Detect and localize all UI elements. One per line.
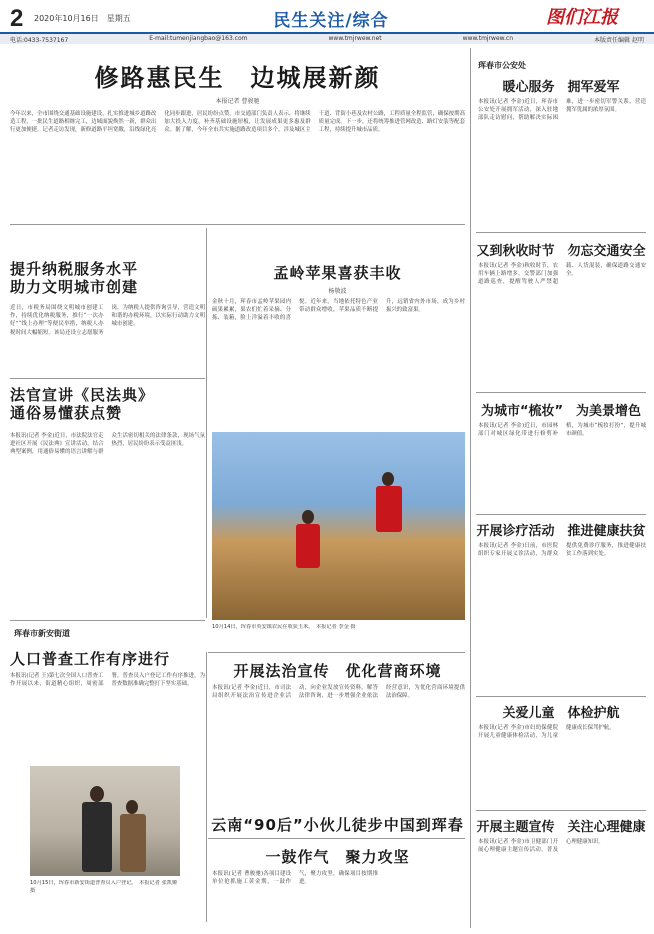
census-photo-caption: 10月15日，珲春市新安街道普查员入户登记。 本报记者 张凯姬 摄 — [30, 880, 178, 894]
divider — [476, 392, 646, 393]
divider — [208, 652, 465, 653]
page-number: 2 — [10, 5, 24, 32]
article-title-project: 一鼓作气 聚力攻坚 — [265, 848, 410, 866]
divider — [476, 810, 646, 811]
divider — [208, 838, 465, 839]
article-title-apple: 孟岭苹果喜获丰收 — [273, 264, 402, 282]
sidebar-title-1: 又到秋收时节 勿忘交通安全 — [476, 244, 646, 258]
sidebar-kicker: 珲春市公安处 — [478, 61, 526, 70]
article-title-tax: 提升纳税服务水平 助力文明城市创建 — [10, 260, 139, 296]
sidebar-title-3: 开展诊疗活动 推进健康扶贫 — [476, 524, 646, 538]
article-title-census: 人口普查工作有序进行 — [10, 650, 171, 668]
lead-body: 今年以来，全市围绕交通基础设施建设，扎实推进城乡道路改造工程，一批民生道路相继完工，边城面貌焕然一新，群众出行更加便捷。记者走访发现，新修道路平坦宽敞，沿线绿化亮化同步跟进，居民纷纷点赞。市交通部门负责人表示，将继续加大投入力度，补齐基础设施短板，让发展成果更多惠及群众。据了解，今年全市共实施道路改造项目多个，涉及城区主干道、背街小巷及农村公路，工程质量全程监管，确保按期高质量完成。下一步，还将统筹推进管网改造、路灯安装等配套工程，持续提升城市品质。 — [10, 111, 465, 134]
sidebar-body-1: 本报讯(记者 李金)秋收时节，农用车辆上路增多，交警部门加强道路巡查，提醒驾驶人严禁超载、人货混装，确保道路交通安全。 — [478, 263, 646, 286]
divider — [476, 232, 646, 233]
column-divider — [470, 48, 471, 928]
article-title-hike: 云南“90后”小伙儿徒步中国到珲春 — [211, 816, 464, 834]
divider — [476, 696, 646, 697]
article-body-law: 本报讯(记者 李金)近日，市法院法官走进社区开展《民法典》宣讲活动，结合典型案例，用通俗易懂的语言讲解与群众生活密切相关的法律条款，现场气氛热烈，居民纷纷表示受益匪浅。 — [10, 433, 205, 456]
column-divider — [206, 228, 207, 618]
lead-headline: 修路惠民生 边城展新颜 — [94, 64, 381, 90]
newspaper-logo: 图们江报 — [546, 7, 618, 28]
section-title: 民生关注/综合 — [273, 11, 389, 28]
sidebar-title-4: 关爱儿童 体检护航 — [502, 706, 620, 720]
contact-phone: 电话:0433-7537167 — [10, 37, 69, 44]
website-2[interactable]: www.tmjrwew.cn — [462, 35, 514, 42]
sidebar-title-0: 暖心服务 拥军爱军 — [502, 80, 620, 94]
divider — [10, 620, 205, 621]
contact-bar — [0, 32, 654, 44]
website-1[interactable]: www.tmjrwew.net — [328, 35, 382, 42]
column-divider — [206, 652, 207, 922]
article-body-census: 本报讯(记者 王)第七次全国人口普查工作开展以来，街道精心组织，周密部署，普查员入户登记工作有序推进，为普查数据准确完整打下坚实基础。 — [10, 673, 205, 688]
sidebar-body-2: 本报讯(记者 李金)近日，市园林部门对城区绿化带进行修剪补植，为城市“梳妆打扮”，提升城市颜值。 — [478, 423, 646, 438]
census-photo — [30, 766, 180, 876]
divider — [10, 224, 465, 225]
article-title-legal: 开展法治宣传 优化营商环境 — [233, 662, 442, 680]
issue-date: 2020年10月16日 星期五 — [34, 14, 131, 23]
article-body-legal: 本报讯(记者 李金)近日，市司法局组织开展法治宣传进企业活动，向企业发放宣传资料，解答法律咨询，进一步增强企业依法经营意识，为优化营商环境提供法治保障。 — [212, 685, 465, 700]
sidebar-body-3: 本报讯(记者 李金)日前，市医院组织专家开展义诊活动，为群众提供免费诊疗服务，推进健康扶贫工作落到实处。 — [478, 543, 646, 558]
article-body-apple: 金秋十月，珲春市孟岭苹果园内硕果累累，果农们忙着采摘、分拣、装箱，脸上洋溢着丰收的喜悦。近年来，当地依托特色产业带动群众增收，苹果品质不断提升，远销省内外市场，成为乡村振兴的致富果。 — [212, 299, 465, 322]
sidebar-title-5: 开展主题宣传 关注心理健康 — [476, 820, 646, 834]
apple-byline: 杨敬波 — [328, 288, 347, 295]
article-body-project: 本报讯(记者 曹骏驰)各项目建设单位抢抓施工黄金期，一鼓作气，聚力攻坚，确保项目按期推进。 — [212, 871, 378, 886]
contact-email[interactable]: E-mail:tumenjiangbao@163.com — [149, 35, 248, 42]
harvest-photo-caption: 10月14日，珲春市英安镇农民在收获玉米。 本报记者 李金 摄 — [212, 624, 356, 630]
sidebar-body-4: 本报讯(记者 李金)市妇幼保健院开展儿童健康体检活动，为儿童健康成长保驾护航。 — [478, 725, 615, 740]
harvest-photo — [212, 432, 465, 620]
divider — [476, 514, 646, 515]
census-kicker: 珲春市新安街道 — [14, 629, 70, 638]
article-title-law: 法官宣讲《民法典》 通俗易懂获点赞 — [10, 386, 155, 422]
lead-byline: 本报记者 曹骏驰 — [215, 98, 260, 105]
sidebar-body-5: 本报讯(记者 李金)市卫健部门开展心理健康主题宣传活动，普及心理健康知识。 — [478, 839, 604, 854]
sidebar-body-0: 本报讯(记者 李金)近日，珲春市公安处开展拥军活动，深入驻地部队走访慰问，帮助解决实际困难，进一步密切军警关系，营造拥军优属的浓厚氛围。 — [478, 99, 646, 122]
sidebar-title-2: 为城市“梳妆” 为美景增色 — [480, 404, 642, 418]
page-editor: 本版责任编辑 赵明 — [594, 37, 644, 44]
article-body-tax: 近日，市税务局围绕文明城市创建工作，持续优化纳税服务，推行“一次办好”“线上办理”等便民举措，纳税人办税时间大幅缩短。该局还设立志愿服务岗，为纳税人提供咨询引导，营造文明和谐的办税环境，以实际行动助力文明城市创建。 — [10, 305, 205, 336]
divider — [10, 378, 205, 379]
